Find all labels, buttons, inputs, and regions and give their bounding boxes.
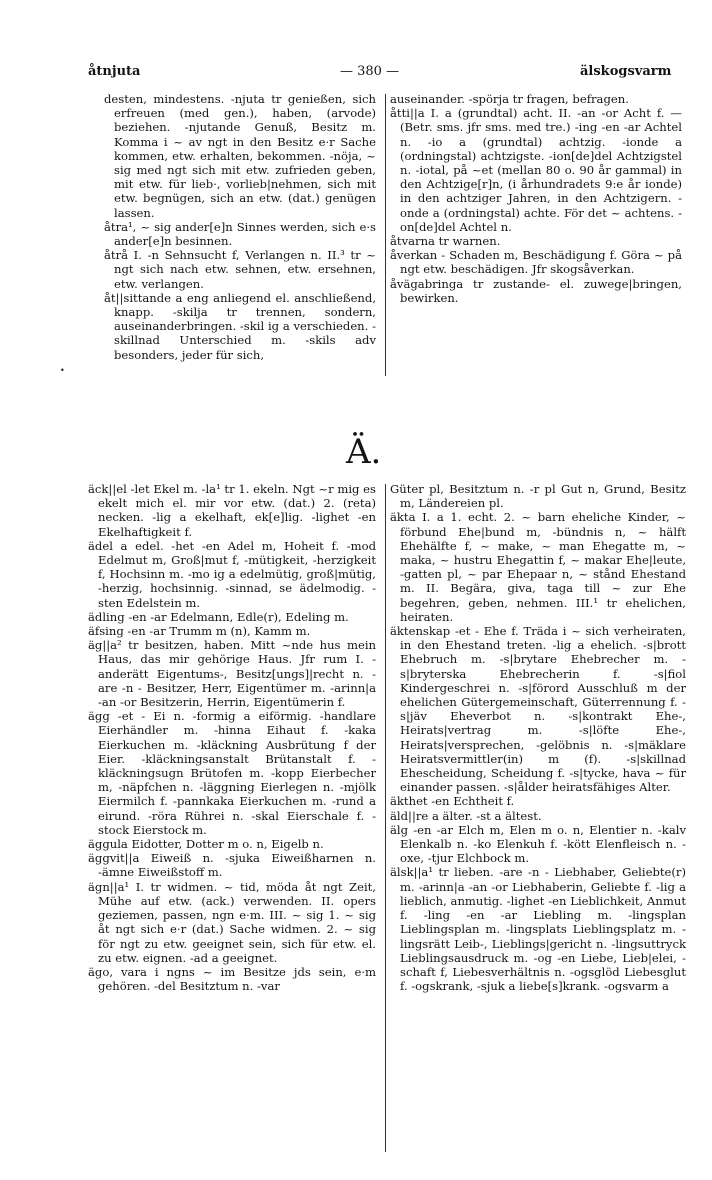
entry: älg -en -ar Elch m, Elen m o. n, Elentier n. -kalv Elenkalb n. -ko Elenkuh f. -kött Elenfleisch n. -oxe, -tjur Elchbock m. (390, 822, 686, 866)
entry: äggula Eidotter, Dotter m o. n, Eigelb n. (88, 837, 324, 852)
entry: äkta I. a 1. echt. 2. ~ barn eheliche Kinder, ~ förbund Ehe|bund m, -bündnis n, ~ hälft Ehehälfte f, ~ make, ~ man Ehegatte m, ~ maka, ~ hustru Ehegattin f, ~ makar Ehe|leute, -gatten pl, ~ par Ehepaar n, ~ stånd Ehestand m. II. Begära, giva, taga till ~ zur Ehe begehren, geben, nehmen. III.¹ tr ehelichen, heiraten. (390, 510, 686, 624)
running-head-left: åtnjuta (88, 64, 141, 79)
page-number: — 380 — (340, 64, 400, 79)
running-head-right: älskogsvarm (580, 64, 672, 79)
entry: ägn||a¹ I. tr widmen. ~ tid, möda åt ngt Zeit, Mühe auf etw. (ack.) verwenden. II. opers geziemen, passen, ngn e·m. III. ~ sig 1. ~ sig åt ngt sich e·r (dat.) Sache widmen. 2. ~ sig för ngt zu etw. geeignet sein, sich für etw. el. zu etw. eignen. -ad a geeignet. (88, 879, 376, 965)
entry: åtvarna tr warnen. (390, 234, 501, 249)
entry: åtti||a I. a (grundtal) acht. II. -an -or Acht f. — (Betr. sms. jfr sms. med tre.) -ing -en -ar Achtel n. -io a (grundtal) achtzig. -ionde a (ordningstal) achtzigste. -ion[de]del Achtzigstel n. -iotal, på ~et (mellan 80 o. 90 år gammal) in den Achtzige[r]n, (i århundradets 9:e år ionde) in den achtziger Jahren, in den Achtzigern. -onde a (ordningstal) achte. För det ~ achtens. -on[de]del Achtel n. (390, 106, 682, 234)
entry: Güter pl, Besitztum n. -r pl Gut n, Grund, Besitz m, Ländereien pl. (390, 482, 686, 511)
top-right-column (390, 92, 682, 305)
entry: älsk||a¹ tr lieben. -are -n - Liebhaber, Geliebte(r) m. -arinn|a -an -or Liebhaberin, Geliebte f. -lig a lieblich, anmutig. -lighet -en Lieblichkeit, Anmut f. -ling -en -ar Liebling m. -lingsplan Lieblingsplan m. -lingsplats Lieblingsplatz m. -lingsrätt Leib-, Lieblings|gericht n. -lingsuttryck Lieblingsausdruck m. -og -en Liebe, Lieb|elei, -schaft f, Liebesverhältnis n. -ogsglöd Liebesglut f. -ogskrank, -sjuk a liebe[s]krank. -ogsvarm a (390, 865, 686, 994)
entry: äfsing -en -ar Trumm m (n), Kamm m. (88, 624, 311, 639)
bottom-left-column (88, 482, 376, 993)
entry: ädel a edel. -het -en Adel m, Hoheit f. -mod Edelmut m, Groß|mut f, -mütigkeit, -herzigkeit f, Hochsinn m. -mo ig a edelmütig, groß|mütig, -herzig, hochsinnig. -sinnad, se ädelmodig. -sten Edelstein m. (88, 538, 376, 610)
entry: åtra¹, ~ sig ander[e]n Sinnes werden, sich e·s ander[e]n besinnen. (104, 219, 376, 249)
margin-dot: • (60, 366, 65, 375)
section-letter: Ä. (346, 432, 382, 472)
entry: äck||el -let Ekel m. -la¹ tr 1. ekeln. Ngt ~r mig es ekelt mich el. mir vor etw. (dat.) 2. (reta) necken. -lig a ekelhaft, ek[e]lig. -lighet -en Ekelhaftigkeit f. (88, 482, 376, 539)
entry: ägo, vara i ngns ~ im Besitze jds sein, e·m gehören. -del Besitztum n. -var (88, 964, 376, 994)
entry: åt||sittande a eng anliegend el. anschließend, knapp. -skilja tr trennen, sondern, auseinanderbringen. -skil ig a verschieden. -skillnad Unterschied m. -skils adv besonders, jeder für sich, (104, 290, 376, 362)
top-left-column (104, 92, 376, 362)
entry: auseinander. -spörja tr fragen, befragen. (390, 92, 629, 106)
entry: äkthet -en Echtheit f. (390, 794, 515, 809)
column-divider (385, 484, 386, 1152)
entry: ädling -en -ar Edelmann, Edle(r), Edeling m. (88, 609, 349, 624)
entry: äg||a² tr besitzen, haben. Mitt ~nde hus mein Haus, das mir gehörige Haus. Jfr rum I. -anderätt Eigentums-, Besitz[ungs]|recht n. -are -n - Besitzer, Herr, Eigentümer m. -arinn|a -an -or Besitzerin, Herrin, Eigentümerin f. (88, 638, 376, 710)
bottom-right-column (390, 482, 686, 993)
entry: ägg -et - Ei n. -formig a eiförmig. -handlare Eierhändler m. -hinna Eihaut f. -kaka Eierkuchen m. -kläckning Ausbrütung f der Eier. -kläckningsanstalt Brütanstalt f. -kläckningsugn Brütofen m. -kopp Eierbecher m, -näpfchen n. -läggning Eierlegen n. -mjölk Eiermilch f. -pannkaka Eierkuchen m. -rund a eirund. -röra Rührei n. -skal Eierschale f. -stock Eierstock m. (88, 709, 376, 837)
entry: äld||re a älter. -st a ältest. (390, 808, 542, 823)
entry: åverkan - Schaden m, Beschädigung f. Göra ~ på ngt etw. beschädigen. Jfr skogsåverkan. (390, 248, 682, 277)
entry: äktenskap -et - Ehe f. Träda i ~ sich verheiraten, in den Ehestand treten. -lig a ehelich. -s|brott Ehebruch m. -s|brytare Ehebrecher m. -s|bryterska Ehebrecherin f. -s|fiol Kindergeschrei n. -s|förord Ausschluß m der ehelichen Gütergemeinschaft, Güterrennung f. -s|jäv Eheverbot n. -s|kontrakt Ehe-, Heirats|vertrag m. -s|löfte Ehe-, Heirats|versprechen, -gelöbnis n. -s|mäklare Heiratsvermittler(in) m (f). -s|skillnad Ehescheidung, Scheidung f. -s|tycke, hava ~ für einander passen. -s|ålder heiratsfähiges Alter. (390, 624, 686, 795)
entry: åtrå I. -n Sehnsucht f, Verlangen n. II.³ tr ~ ngt sich nach etw. sehnen, etw. ersehnen, etw. verlangen. (104, 248, 376, 291)
entry: åvägabringa tr zustande- el. zuwege|bringen, bewirken. (390, 276, 682, 305)
column-divider (385, 94, 386, 376)
entry: äggvit||a Eiweiß n. -sjuka Eiweißharnen n. -ämne Eiweißstoff m. (88, 851, 376, 880)
entry: desten, mindestens. -njuta tr genießen, sich erfreuen (med gen.), haben, (arvode) beziehen. -njutande Genuß, Besitz m. Komma i ~ av ngt in den Besitz e·r Sache kommen, etw. erhalten, bekommen. -nöja, ~ sig med ngt sich mit etw. zufrieden geben, mit etw. für lieb·, vorlieb|nehmen, sich mit etw. begnügen, sich an etw. (dat.) genügen lassen. (104, 92, 376, 220)
